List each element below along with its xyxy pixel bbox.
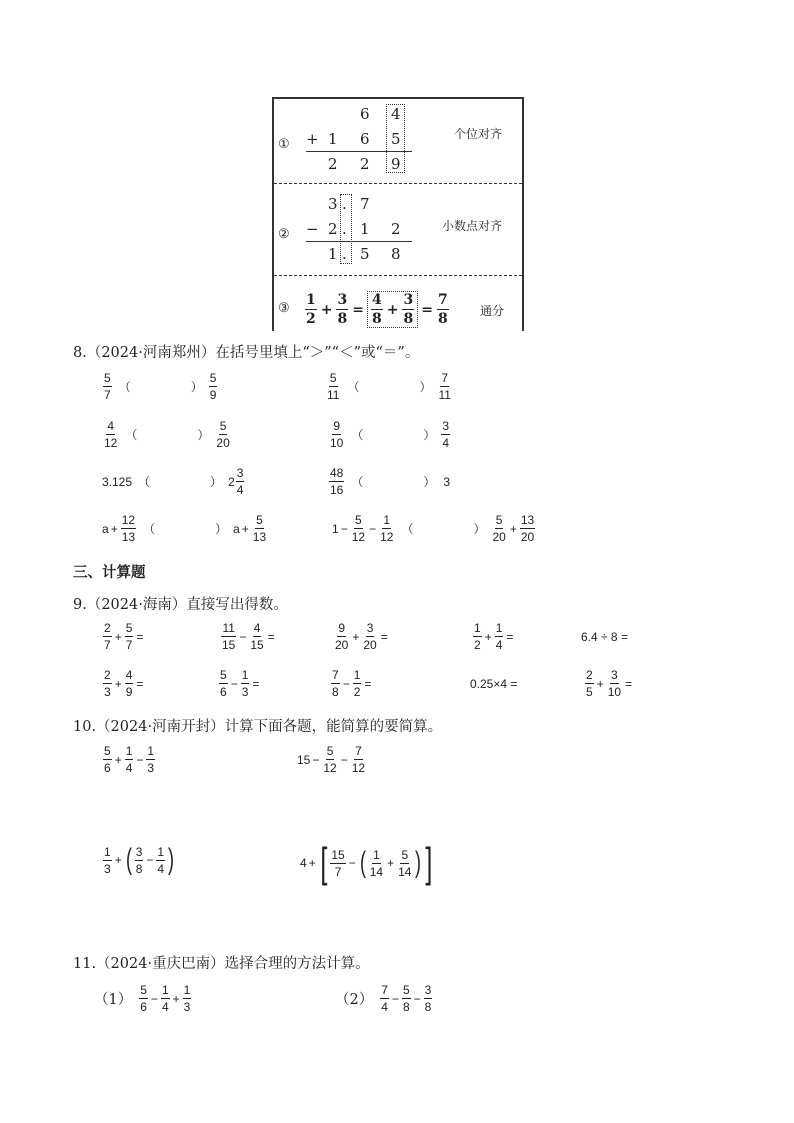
section-heading: 三、计算题: [73, 564, 146, 581]
q10-expr-a: 5 6 + $\frac{1}{4}$ − $\frac{1}{3}$: [104, 744, 155, 775]
row2-top-digit: 3: [328, 195, 338, 213]
q8-compare-8: 1 − $\frac{5}{12}$ − $\frac{1}{12}$ （ ） 5 20 + $\frac{13}{20}$: [332, 513, 535, 544]
row2-bot-digit: 5: [360, 245, 370, 263]
row2-mid-digit: 2: [391, 220, 401, 238]
q9-expr-8: 7 8 − $\frac{1}{2}$ =: [332, 668, 372, 699]
q8-compare-4: 9 10 （ ） 3 4: [330, 419, 450, 450]
row2-label: 小数点对齐: [442, 219, 503, 233]
q9-expr-6: 2 3 + $\frac{4}{9}$ =: [104, 668, 144, 699]
q8-compare-5: 3.125 （ ） 2 3 4: [102, 466, 244, 497]
q9-expr-2: 11 15 − $\frac{4}{15}$ =: [222, 621, 275, 652]
q8-compare-1: 5 7 （ ） 5 9: [104, 371, 217, 402]
q8-compare-2: 5 11 （ ） 7 11: [327, 371, 451, 402]
q8-compare-3: 4 12 （ ） 5 20: [104, 419, 230, 450]
row-divider: [274, 275, 522, 276]
row1-ones-highlight: [386, 104, 405, 173]
row3-common-denominator-highlight: 4 8 + $\frac{3}{8}$: [367, 291, 418, 328]
row3-equation: 1 2 + $\frac{3}{8}$ = 4 8 + $\frac{3}{8}$ = $\frac{7}{8}$: [306, 292, 448, 327]
row2-number: ②: [278, 227, 290, 242]
q9-expr-3: 9 20 + $\frac{3}{20}$ =: [335, 621, 388, 652]
row2-diff-line: [306, 241, 412, 242]
q10-expr-b: 15 − $\frac{5}{12}$ − $\frac{7}{12}$: [297, 744, 366, 775]
row2-bot-point: .: [342, 245, 347, 263]
q10-expr-d: 4 + [ 15 7 − ( 1 14 + $\frac{5}{14}$ ) ]: [300, 839, 433, 886]
q11-title: 11.（2024·重庆巴南）选择合理的方法计算。: [73, 956, 370, 972]
q9-expr-4: 1 2 + $\frac{1}{4}$ =: [474, 621, 514, 652]
row2-mid-point: .: [342, 220, 347, 238]
row1-top-digit: 4: [391, 105, 401, 123]
q9-expr-7: 5 6 − $\frac{1}{3}$ =: [220, 668, 260, 699]
q8-title: 8.（2024·河南郑州）在括号里填上“＞”“＜”或“＝”。: [73, 345, 420, 361]
q11-expr-2: （2） 7 4 − $\frac{5}{8}$ − $\frac{3}{8}$: [335, 983, 432, 1014]
row2-top-point: .: [342, 195, 347, 213]
q8-compare-6: 48 16 （ ） 3: [330, 466, 451, 497]
q11-expr-1: （1） 5 6 − $\frac{1}{4}$ + $\frac{1}{3}$: [94, 983, 191, 1014]
row1-number: ①: [278, 137, 290, 152]
row2-bot-digit: 1: [328, 245, 338, 263]
q10-expr-c: 1 3 + ( 3 8 − $\frac{1}{4}$ ): [104, 843, 175, 876]
q9-expr-5: 6.4 ÷ 8 =: [581, 630, 628, 644]
row3-number: ③: [278, 301, 290, 316]
q9-expr-10: 2 5 + $\frac{3}{10}$ =: [586, 668, 633, 699]
q10-title: 10.（2024·河南开封）计算下面各题，能简算的要简算。: [73, 719, 443, 735]
row2-mid-digit: 1: [360, 220, 370, 238]
row2-mid-digit: 2: [328, 220, 338, 238]
q8-compare-7: a + $\frac{12}{13}$ （ ） a + $\frac{5}{13}$: [102, 513, 267, 544]
row1-bot-digit: 9: [391, 155, 401, 173]
row1-mid-digit: 1: [328, 130, 338, 148]
row1-bot-digit: 2: [360, 155, 370, 173]
row-divider: [274, 183, 522, 184]
row2-top-digit: 7: [360, 195, 370, 213]
q9-title: 9.（2024·海南）直接写出得数。: [73, 597, 288, 613]
row2-bot-digit: 8: [391, 245, 401, 263]
alignment-figure: [272, 97, 524, 331]
row1-top-digit: 6: [360, 105, 370, 123]
q9-expr-1: 2 7 + $\frac{5}{7}$ =: [104, 621, 144, 652]
row2-minus: −: [306, 220, 319, 238]
row1-plus: +: [306, 130, 319, 148]
row1-mid-digit: 6: [360, 130, 370, 148]
row1-bot-digit: 2: [328, 155, 338, 173]
row2-point-highlight: [340, 194, 352, 264]
row3-label: 通分: [480, 304, 505, 318]
row1-mid-digit: 5: [391, 130, 401, 148]
q9-expr-9: 0.25×4 =: [470, 677, 518, 691]
row1-label: 个位对齐: [454, 127, 503, 141]
